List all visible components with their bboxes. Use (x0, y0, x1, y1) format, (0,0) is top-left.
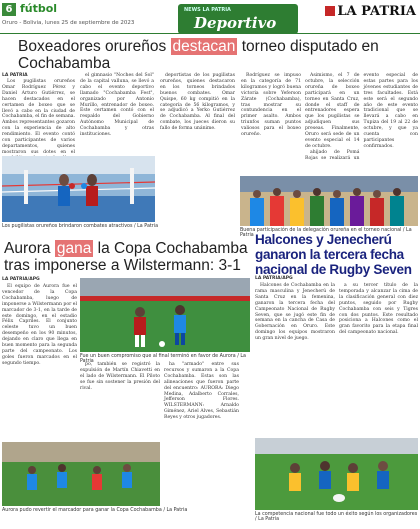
football-action-image (80, 278, 250, 352)
rugby-col-1 (255, 283, 335, 438)
rugby-scrum-image (255, 438, 418, 510)
boxing-col-4 (241, 73, 301, 175)
rugby-col-2-text: a su tercer título de la temporada y alcanzar la cima de la clasificación general con diez puntos, seguido por Rugby Cochabamba con seis y Tigres con dos puntos. Este resultado posiciona a Halcones como el gran favorito para la etapa final del campeonato nacional. (339, 283, 418, 336)
boxing-col-2 (80, 73, 154, 153)
boxing-col-3-text: deportistas de los pugilistas orureños, quienes destacaron en los torneos brindados buenos combates. Omar Quispe, 60 kg compitió en la categoría de 56 kilogramos, y se adjudicó a Yerko Gutiérrez de Cochabamba. Al final del combate, los jueces dieron su fallo de forma unánime. (160, 73, 235, 132)
boxing-photo-1-caption: Los pugilistas orureños brindaron combates atractivos / La Patria (2, 224, 159, 229)
boxing-col-5-text: Asimismo, el 7 de octubre, la selección orureña de boxeo participará en un torneo en Santa Cruz, donde el staff de entrenadores espera que los pugilistas se adjudiquen sus preseas. Finalmente, Oruro será sede de un evento especial el 14 de octubre. (305, 73, 360, 149)
rugby-col-2 (339, 283, 418, 438)
boxing-headline-part: torneo disputado en Cochabamba (18, 38, 379, 72)
header-divider (0, 33, 420, 34)
rugby-byline: LA PATRIA/APG (255, 276, 293, 281)
dateline: Oruro - Bolivia, lunes 25 de septiembre de 2023 (2, 20, 135, 26)
boxing-photo-2 (240, 176, 418, 226)
section-title: fútbol (20, 2, 58, 15)
brand-logo-icon (325, 6, 335, 16)
aurora-col-1 (2, 284, 77, 439)
aurora-byline: LA PATRIA/APG (2, 277, 40, 282)
boxing-col-2-text: el gimnasio "Noches del Sol" de la capital valluna, se llevó a cabo el evento deportivo llamado "Cochabamba Fest", organizado por Antonio Murillo, entrenador de boxeo. Este certamen contó con el respaldo del Gobierno Autónomo Municipal de Cochabamba y otras instituciones. (80, 73, 154, 138)
boxing-col-4-text: Rodríguez se impuso en la categoría de 71 kilogramos y logró buena victoria sobre Yeferson Zárate (Cochabamba), tras mostrar su contundencia en el primer asalto. Ambos triunfos suman puntos valiosos para el boxeo orureño. (241, 73, 301, 138)
aurora-col-3 (164, 362, 239, 522)
aurora-col-2-text: po, también se registró la expulsión de Martín Chiavetti en el lado de Wilstermann. El Piloto se fue sin sostener la presión del rival. (80, 362, 160, 391)
newspaper-brand (325, 4, 416, 19)
boxing-headline-part: Boxeadores orureños (18, 38, 171, 55)
rugby-col-1-text: Halcones de Cochabamba en la rama masculina y Jenecherú de Santa Cruz en la femenina, ganaron la tercera fecha del Campeonato Nacional de Rugby Seven, que se jugó este fin de semana en la cancha de Casa de Gobernación en Oruro. Este domingo los equipos mostraron un gran nivel de juego. (255, 283, 335, 342)
aurora-headline-highlight: gana (56, 240, 92, 257)
aurora-col-2 (80, 362, 160, 440)
aurora-headline (4, 240, 274, 274)
boxing-photo-2-caption: Buena participación de la delegación orureña en el torneo nacional / La Patria (240, 228, 412, 238)
rugby-photo (255, 438, 418, 510)
boxing-headline (18, 38, 418, 72)
supplement-logo (178, 4, 298, 34)
boxing-col-5-6 (305, 73, 418, 175)
supplement-top-text: NEWS LA PATRIA (184, 7, 231, 13)
rugby-headline: Halcones y Jenecherú ganaron la tercera fecha nacional de Rugby Seven (255, 232, 412, 277)
boxing-byline: LA PATRIA (2, 73, 28, 78)
aurora-photo-2-caption: Aurora pudo revertir el marcador para ganar la Copa Cochabamba / La Patria (2, 508, 188, 513)
boxing-photo-1 (2, 156, 155, 222)
brand-name: LA PATRIA (337, 4, 416, 19)
aurora-photo-1-caption: Fue un buen compromiso que al final terminó en favor de Aurora / La Patria (80, 354, 246, 364)
supplement-name: Deportivo (194, 14, 277, 32)
boxing-col-1 (2, 79, 75, 153)
page-number: 6 (2, 3, 16, 16)
boxing-ring-image (2, 156, 155, 222)
aurora-photo-2 (2, 442, 160, 506)
page-header (0, 0, 420, 42)
boxing-col-6-text: ahijado de Pomá Rojas se realizará un evento especial de estas partes para los jóvenes estudiantes de tres facultades. Está este será el segundo año de este evento tradicional que se llevará a cabo en Tupiza del 19 al 22 de octubre, y que ya cuenta con participantes confirmados. (305, 73, 418, 161)
aurora-headline-part: Aurora (4, 240, 55, 257)
boxing-team-image (240, 176, 418, 226)
boxing-headline-highlight: destacan (172, 38, 236, 55)
aurora-col-3-text: ha "armado" entre sus recursos y sumaron a la Copa Cochabamba. Estas son las alineaciones que fueron parte del encuentro: AURORA: Diego Medina, Adalberto Corrales, Jefferson Flores. WILSTERMANN: Arnaldo Giménez, Ariel Alves, Sebastián Reyes y otros jugadores. (164, 362, 239, 421)
football-goal-image (2, 442, 160, 506)
aurora-headline-part: la Copa Cochabamba tras imponerse a Wilstermann: 3-1 (4, 240, 248, 274)
boxing-col-1-text: Los pugilistas orureños Omar Rodríguez Pérez y Daniel Arturo Gutiérrez, se hacen destacados en el certamen de boxeo que se llevó a cabo en la ciudad de Cochabamba, el fin de semana. Ambos representantes gozaron con la experiencia de alto rendimiento. El evento contó con participantes de varios departamentos, quienes mostraron sus dotes en el (2, 79, 75, 155)
boxing-col-3 (160, 73, 235, 223)
aurora-photo-1 (80, 278, 250, 352)
rugby-photo-caption: La competencia nacional fue todo un éxito según los organizadores / La Patria (255, 512, 418, 522)
aurora-col-1-text: El equipo de Aurora fue el vencedor de la Copa Cochabamba, luego de imponerse a Wilstermann por el marcador de 3-1, en la tarde de este domingo, en el estadio Félix Capriles. El conjunto celeste tuvo un buen desempeño en los 90 minutos, dejando en claro que llega en buen momento para la segunda parte del campeonato. Los goles fueron marcados en el segundo tiempo. (2, 284, 77, 366)
